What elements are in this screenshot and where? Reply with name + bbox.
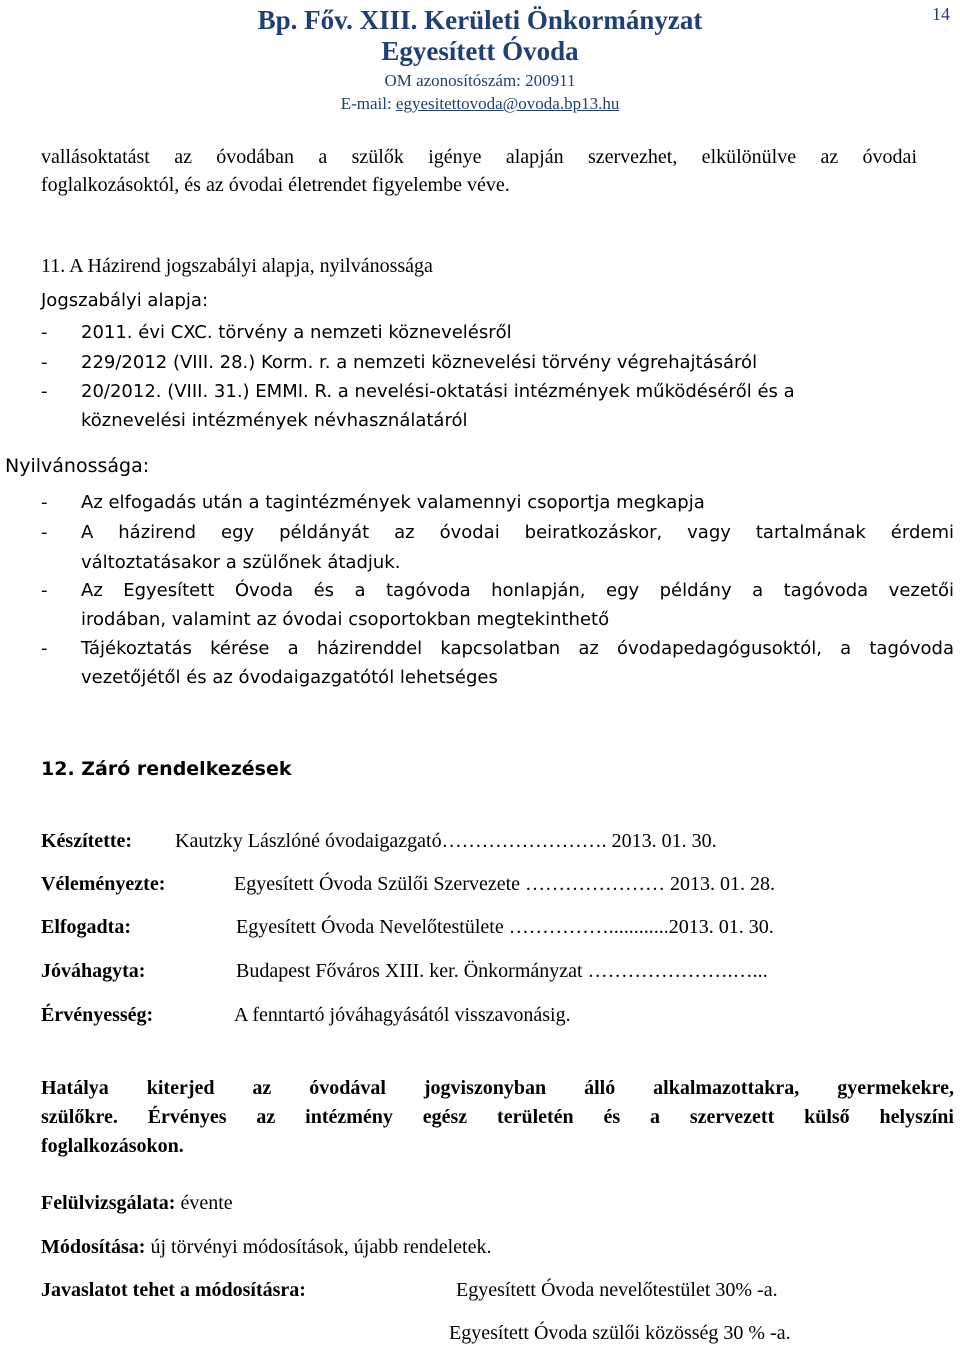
publicity-item-1	[41, 492, 705, 513]
list-dash: -	[41, 381, 48, 402]
review-value: évente	[175, 1192, 233, 1214]
header-kindergarten: Egyesített Óvoda	[381, 36, 579, 66]
signoff-value-adopted: Egyesített Óvoda Nevelőtestülete ……………............2013. 01. 30.	[236, 916, 774, 938]
header-email-line	[0, 94, 960, 114]
intro-line-1: vallásoktatást az óvodában a szülők igénye alapján szervezhet, elkülönülve az óvodai	[41, 146, 917, 168]
scope-line-3: foglalkozásokon.	[41, 1135, 184, 1157]
list-dash: -	[41, 352, 48, 373]
publicity-item-3-text: Az Egyesített Óvoda és a tagóvoda honlapján, egy példány a tagóvoda vezetői	[81, 580, 954, 601]
review-line	[41, 1192, 233, 1215]
header-email-label: E-mail:	[340, 94, 396, 113]
intro-line-2: foglalkozásoktól, és az óvodai életrendet figyelembe véve.	[41, 174, 510, 196]
section-12-title: 12. Záró rendelkezések	[41, 758, 292, 780]
signoff-label-adopted: Elfogadta:	[41, 916, 131, 938]
publicity-item-4-continuation: vezetőjétől és az óvodaigazgatótól lehetséges	[81, 667, 498, 688]
list-dash: -	[41, 492, 48, 513]
scope-line-2: szülőkre. Érvényes az intézmény egész területén és a szervezett külső helyszíni	[41, 1106, 954, 1128]
publicity-item-3-continuation: irodában, valamint az óvodai csoportokban megtekinthető	[81, 609, 610, 630]
propose-line	[41, 1279, 306, 1302]
review-label: Felülvizsgálata:	[41, 1192, 176, 1214]
legal-item-1-text: 2011. évi CXC. törvény a nemzeti köznevelésről	[81, 322, 512, 343]
legal-item-2	[41, 352, 758, 373]
legal-item-3-text: 20/2012. (VIII. 31.) EMMI. R. a nevelési-oktatási intézmények működéséről és a	[81, 381, 795, 402]
publicity-item-4-text: Tájékoztatás kérése a házirenddel kapcsolatban az óvodapedagógusoktól, a tagóvoda	[81, 638, 954, 659]
header-institution: Bp. Főv. XIII. Kerületi Önkormányzat	[257, 5, 703, 35]
signoff-label-validity: Érvényesség:	[41, 1004, 154, 1026]
legal-basis-label: Jogszabályi alapja:	[41, 290, 209, 311]
modify-value: új törvényi módosítások, újabb rendeletek.	[145, 1236, 492, 1258]
propose-value-2: Egyesített Óvoda szülői közösség 30 % -a.	[449, 1322, 791, 1344]
signoff-label-reviewed: Véleményezte:	[41, 873, 166, 895]
publicity-item-2-continuation: változtatásakor a szülőnek átadjuk.	[81, 552, 401, 573]
section-11-title: 11. A Házirend jogszabályi alapja, nyilvánossága	[41, 255, 433, 277]
page-number: 14	[932, 4, 950, 24]
publicity-item-4-dash: -	[41, 638, 48, 659]
header-om-id: OM azonosítószám: 200911	[384, 71, 576, 90]
signoff-value-prepared: Kautzky Lászlóné óvodaigazgató……………………. 2013. 01. 30.	[175, 830, 717, 852]
signoff-row-adopted	[41, 916, 774, 939]
signoff-value-approved: Budapest Főváros XIII. ker. Önkormányzat ………………….…...	[236, 960, 768, 982]
signoff-value-reviewed: Egyesített Óvoda Szülői Szervezete ………………… 2013. 01. 28.	[234, 873, 776, 895]
propose-value-1: Egyesített Óvoda nevelőtestület 30% -a.	[456, 1279, 778, 1301]
legal-item-2-text: 229/2012 (VIII. 28.) Korm. r. a nemzeti köznevelési törvény végrehajtásáról	[81, 352, 758, 373]
modify-line	[41, 1236, 492, 1259]
intro-paragraph	[41, 143, 917, 199]
scope-line-1: Hatálya kiterjed az óvodával jogviszonyban álló alkalmazottakra, gyermekekre,	[41, 1077, 954, 1099]
modify-label: Módosítása:	[41, 1236, 146, 1258]
signoff-row-prepared	[41, 830, 717, 853]
signoff-row-reviewed	[41, 873, 776, 896]
publicity-item-2-dash: -	[41, 522, 48, 543]
legal-item-1	[41, 322, 512, 343]
legal-item-3-continuation: köznevelési intézmények névhasználatáról	[81, 410, 468, 431]
legal-item-3	[41, 381, 795, 402]
signoff-value-validity: A fenntartó jóváhagyásától visszavonásig.	[234, 1004, 571, 1026]
propose-label: Javaslatot tehet a módosításra:	[41, 1279, 306, 1301]
signoff-label-approved: Jóváhagyta:	[41, 960, 146, 982]
publicity-item-2-text: A házirend egy példányát az óvodai beiratkozáskor, vagy tartalmának érdemi	[81, 522, 954, 543]
signoff-row-approved	[41, 960, 768, 983]
publicity-label: Nyilvánossága:	[5, 455, 150, 477]
list-dash: -	[41, 322, 48, 343]
publicity-item-3-dash: -	[41, 580, 48, 601]
signoff-row-validity	[41, 1004, 571, 1027]
header-email-link[interactable]: egyesitettovoda@ovoda.bp13.hu	[395, 94, 620, 113]
publicity-item-1-text: Az elfogadás után a tagintézmények valamennyi csoportja megkapja	[81, 492, 705, 513]
signoff-label-prepared: Készítette:	[41, 830, 133, 852]
